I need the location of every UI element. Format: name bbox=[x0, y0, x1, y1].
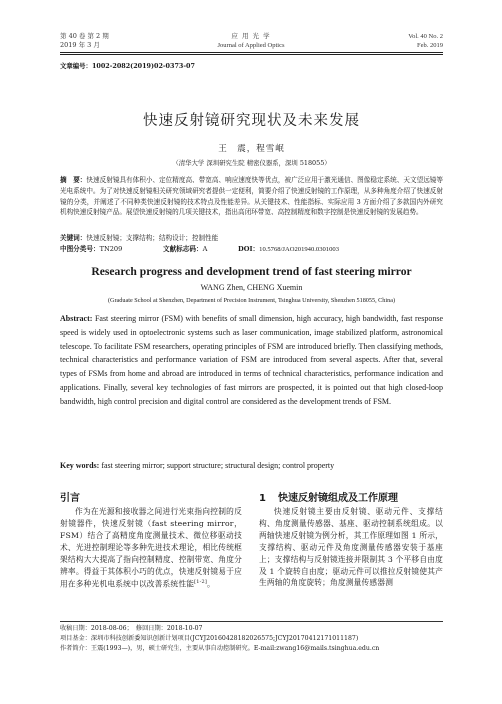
classification-line bbox=[60, 244, 443, 255]
doc-code: A bbox=[202, 245, 208, 253]
intro-paragraph: 作为在光源和接收器之间进行光束指向控制的反射镜器件，快速反射镜（fast steering mirror，FSM）结合了高精度角度测量技术、微位移驱动技术、光进控制理论等多种先进技术理论，相比传统框架结构大大提高了指向控制精度、控制带宽、角度分辨率。得益于其体积小巧的优点，快速反射镜易于应用在多种光机电系统中以改善系统性能[1-2]。 bbox=[60, 507, 242, 589]
keywords-en-text: fast steering mirror; support structure; structural design; control property bbox=[99, 461, 335, 470]
abstract-en-label: Abstract: bbox=[60, 314, 93, 323]
footnote-fund: 项目基金：深圳市科技创新委知识创新计划项目(JCYJ20160428182026575;JCYJ20170412171011187) bbox=[60, 635, 359, 642]
journal-name-en: Journal of Applied Optics bbox=[217, 42, 285, 49]
section-1-paragraph: 快速反射镜主要由反射镜、驱动元件、支撑结构、角度测量传感器、基座、驱动控制系统组成。以两轴快速反射镜为例分析，其工作原理如图 1 所示，支撑结构、驱动元件及角度测量传感器安装于基座上；支撑结构与反射镜连接并限制其 3 个平移自由度及 1 个旋转自由度；驱动元件可以推拉反射镜使其产生两轴的角度旋转；角度测量传感器测 bbox=[259, 507, 443, 588]
header-rule-top bbox=[60, 52, 443, 53]
date-en: Feb. 2019 bbox=[417, 42, 443, 49]
authors-en: WANG Zhen, CHENG Xuemin bbox=[200, 283, 303, 292]
footnote-rule bbox=[60, 621, 443, 622]
keywords-cn bbox=[60, 233, 443, 244]
clc-code: TN209 bbox=[99, 245, 123, 253]
intro-heading: 引言 bbox=[60, 493, 80, 504]
section-1-title: 快速反射镜组成及工作原理 bbox=[277, 493, 398, 504]
keywords-cn-text: 快速反射镜；支撑结构；结构设计；控制性能 bbox=[86, 234, 219, 242]
doi-label: DOI： bbox=[238, 245, 260, 253]
keywords-en-label: Key words: bbox=[60, 461, 100, 470]
volume-issue-cn: 第 40 卷 第 2 期 bbox=[60, 32, 109, 40]
abstract-en bbox=[60, 312, 443, 409]
title-cn: 快速反射镜研究现状及未来发展 bbox=[143, 113, 360, 129]
abstract-cn-label: 摘 要： bbox=[60, 176, 87, 184]
authors-cn: 王 震，程雪岷 bbox=[218, 144, 285, 154]
section-1-number: 1 bbox=[259, 493, 266, 504]
article-id: 文章编号：1002-2082(2019)02-0373-07 bbox=[60, 62, 195, 70]
footnote-author: 作者简介：王震(1993—)，男，硕士研究生，主要从事自动控制研究。E-mail:zwang16@mails.tsinghua.edu.cn bbox=[60, 645, 380, 652]
keywords-cn-label: 关键词： bbox=[60, 234, 87, 242]
doc-code-label: 文献标志码： bbox=[163, 245, 203, 253]
keywords-en bbox=[60, 461, 443, 470]
affiliation-en: (Graduate School at Shenzhen, Department of Precision Instrument, Tsinghua University, Shenzhen 518055, China) bbox=[107, 297, 396, 304]
abstract-cn bbox=[60, 175, 443, 218]
doi-value: 10.5768/JAO201940.0301003 bbox=[259, 246, 339, 253]
journal-name-cn: 应 用 光 学 bbox=[231, 32, 271, 40]
date-cn: 2019 年 3 月 bbox=[60, 41, 100, 49]
section-1-heading bbox=[259, 489, 398, 504]
title-en: Research progress and development trend of fast steering mirror bbox=[91, 265, 412, 278]
footnote-received: 收稿日期：2018-08-06； 修回日期：2018-10-07 bbox=[60, 625, 203, 632]
affiliation-cn: （清华大学 深圳研究生院 精密仪器系，深圳 518055） bbox=[172, 159, 331, 167]
abstract-en-text: Fast steering mirror (FSM) with benefits of small dimension, high accuracy, high bandwidth, fast response speed is widely used in optoelectronic systems such as laser communication, image stabilized platform, astronomical telescope. To facilitate FSM researchers, operating principles of FSM are introduced briefly. Then classifying methods, technical characteristics and performance variation of FSM are introduced from several aspects. After that, several types of FSMs from home and abroad are introduced in terms of technical characteristics, performance indication and applications. Finally, several key technologies of fast mirrors are prospected, it is pointed out that high closed-loop bandwidth, high control precision and digital control are considered as the development trends of FSM. bbox=[60, 314, 443, 406]
abstract-cn-text: 快速反射镜具有体积小、定位精度高、带宽高、响应速度快等优点，被广泛应用于激光通信、图像稳定系统、天文望远镜等光电系统中。为了对快速反射镜相关研究领域研究者提供一定便利，简要介绍了快速反射镜的工作原理，从多种角度介绍了快速反射镜的分类，并阐述了不同种类快速反射镜的技术特点及性能差异。从关键技术、性能指标、实际应用 3 方面介绍了多款国内外研究机构快速反射镜产品。展望快速反射镜的几项关键技术，指出高闭环带宽、高控制精度和数字控制是快速反射镜的发展趋势。 bbox=[60, 176, 444, 217]
header-rule-bottom bbox=[60, 54, 443, 55]
clc-label: 中图分类号： bbox=[60, 245, 100, 253]
intro-citation: [1-2] bbox=[194, 579, 208, 586]
volume-issue-en: Vol. 40 No. 2 bbox=[408, 33, 443, 40]
